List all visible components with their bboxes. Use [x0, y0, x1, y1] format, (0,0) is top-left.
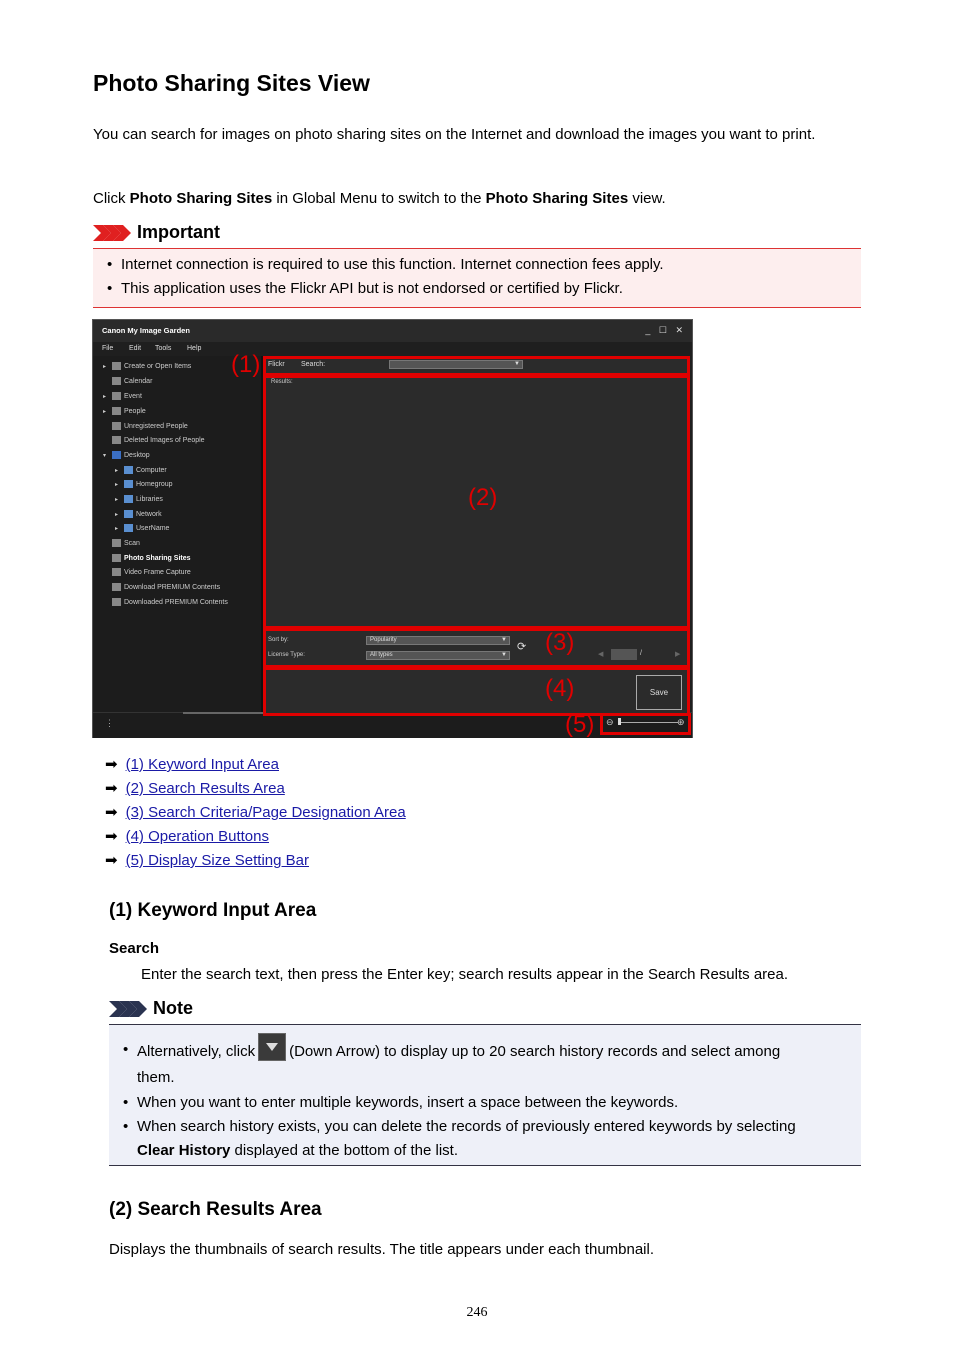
- important-heading: Important: [93, 222, 220, 243]
- callout-label-4: (4): [545, 675, 575, 702]
- sidebar-item-icon: [112, 392, 121, 400]
- sidebar-item-icon: [112, 583, 121, 591]
- link-keyword-input-area[interactable]: (1) Keyword Input Area: [125, 756, 279, 773]
- search-description: Enter the search text, then press the Enter key; search results appear in the Search Results area.: [141, 966, 789, 983]
- arrow-right-icon: ➡: [105, 780, 118, 797]
- sidebar-item-icon: [112, 362, 121, 370]
- sidebar-item[interactable]: [103, 539, 140, 547]
- zoom-in-icon[interactable]: ⊕: [677, 717, 685, 727]
- intro-text: You can search for images on photo sharing sites on the Internet and download the images you want to print.: [93, 126, 816, 143]
- expand-icon[interactable]: ▸: [115, 467, 119, 474]
- callout-box-3: [263, 628, 690, 668]
- sidebar-item-label: Create or Open Items: [124, 362, 192, 370]
- sidebar-item-label: Download PREMIUM Contents: [124, 583, 221, 591]
- app-sidebar: [93, 356, 261, 716]
- sidebar-item-icon: [112, 436, 121, 444]
- callout-label-5: (5): [565, 711, 595, 738]
- sidebar-item-label: Libraries: [136, 495, 163, 503]
- note-item: • When you want to enter multiple keywords, insert a space between the keywords.: [123, 1091, 853, 1115]
- sidebar-item-label: Desktop: [124, 451, 150, 459]
- window-controls[interactable]: _ ☐ ✕: [645, 325, 686, 335]
- expand-icon[interactable]: ▾: [103, 452, 107, 459]
- app-window-screenshot: [92, 319, 693, 738]
- license-type-select[interactable]: All types ▼: [366, 651, 510, 660]
- sidebar-item-icon: [112, 568, 121, 576]
- menu-file[interactable]: File: [102, 345, 114, 352]
- sidebar-item-icon: [112, 377, 121, 385]
- note-box: [109, 1024, 861, 1166]
- arrow-right-icon: ➡: [105, 828, 118, 845]
- sidebar-item[interactable]: [103, 362, 191, 370]
- arrow-right-icon: ➡: [105, 804, 118, 821]
- sidebar-item-icon: [124, 480, 133, 488]
- chevron-down-icon: ▼: [501, 652, 507, 658]
- expand-icon[interactable]: ▸: [115, 525, 119, 532]
- link-display-size-bar[interactable]: (5) Display Size Setting Bar: [125, 852, 309, 869]
- important-item: • Internet connection is required to use this function. Internet connection fees apply.: [107, 253, 847, 277]
- arrow-right-icon: ➡: [105, 852, 118, 869]
- page-title: Photo Sharing Sites View: [93, 70, 370, 96]
- down-arrow-icon: [258, 1033, 286, 1061]
- sidebar-item[interactable]: [103, 392, 142, 400]
- expand-icon[interactable]: ▸: [103, 408, 107, 415]
- sidebar-item[interactable]: [115, 495, 163, 503]
- chevron-down-icon: ▼: [501, 637, 507, 643]
- app-titlebar: Canon My Image Garden _ ☐ ✕: [93, 320, 692, 342]
- sidebar-item-label: Scan: [124, 539, 140, 547]
- link-operation-buttons[interactable]: (4) Operation Buttons: [125, 828, 269, 845]
- menu-help[interactable]: Help: [187, 345, 202, 352]
- size-slider-handle[interactable]: [618, 718, 621, 725]
- sidebar-item[interactable]: [103, 598, 228, 606]
- note-item: • Alternatively, click (Down Arrow) to display up to 20 search history records and select among them.: [123, 1038, 853, 1090]
- sidebar-item[interactable]: [103, 451, 150, 459]
- sidebar-item-label: Unregistered People: [124, 422, 188, 430]
- page-separator: /: [640, 650, 642, 657]
- sort-by-select[interactable]: Popularity ▼: [366, 636, 510, 645]
- note-icon: [109, 1001, 147, 1017]
- sidebar-item-icon: [124, 524, 133, 532]
- section-links: [105, 753, 406, 873]
- sidebar-item[interactable]: [103, 568, 191, 576]
- link-search-results-area[interactable]: (2) Search Results Area: [125, 780, 285, 797]
- sidebar-item-icon: [124, 466, 133, 474]
- important-item: • This application uses the Flickr API but is not endorsed or certified by Flickr.: [107, 277, 847, 301]
- expand-icon[interactable]: ▸: [115, 511, 119, 518]
- section1-heading: (1) Keyword Input Area: [109, 900, 317, 921]
- menu-tools[interactable]: Tools: [155, 345, 172, 352]
- section2-heading: (2) Search Results Area: [109, 1199, 322, 1220]
- next-page-icon[interactable]: ▶: [675, 651, 681, 658]
- sidebar-item-label: People: [124, 407, 146, 415]
- sidebar-item-icon: [124, 495, 133, 503]
- license-type-label: License Type:: [268, 652, 305, 658]
- expand-icon[interactable]: ▸: [103, 393, 107, 400]
- sidebar-item-label: Event: [124, 392, 142, 400]
- section2-description: Displays the thumbnails of search results. The title appears under each thumbnail.: [109, 1241, 655, 1258]
- sidebar-item-label: UserName: [136, 524, 170, 532]
- chevron-down-icon[interactable]: ▼: [514, 361, 520, 367]
- note-item: • When search history exists, you can delete the records of previously entered keywords by selecting Clear History displayed at the bottom of the list.: [123, 1115, 853, 1163]
- sidebar-item-label: Network: [136, 510, 162, 518]
- callout-label-2: (2): [468, 484, 498, 511]
- sidebar-item-label: Calendar: [124, 377, 153, 385]
- note-heading: Note: [109, 998, 193, 1019]
- results-label: Results:: [271, 379, 293, 385]
- sidebar-item[interactable]: [103, 436, 205, 444]
- sidebar-item-icon: [124, 510, 133, 518]
- sort-by-label: Sort by:: [268, 637, 289, 643]
- important-icon: [93, 225, 131, 241]
- sidebar-item-icon: [112, 451, 121, 459]
- refresh-icon[interactable]: ⟳: [517, 641, 527, 653]
- sidebar-item-icon: [112, 407, 121, 415]
- callout-label-1: (1): [231, 351, 261, 378]
- sidebar-item[interactable]: [103, 583, 220, 591]
- search-label: Search:: [301, 361, 326, 368]
- sidebar-item[interactable]: [103, 554, 191, 562]
- sidebar-item-label: Deleted Images of People: [124, 436, 205, 444]
- sidebar-item-label: Homegroup: [136, 480, 173, 488]
- sidebar-item[interactable]: [115, 480, 173, 488]
- sidebar-item[interactable]: [103, 407, 146, 415]
- expand-icon[interactable]: ▸: [103, 363, 107, 370]
- callout-box-4: [263, 667, 690, 716]
- search-input[interactable]: [389, 360, 523, 369]
- sidebar-item[interactable]: [103, 422, 188, 430]
- sidebar-item-label: Computer: [136, 466, 167, 474]
- callout-label-3: (3): [545, 629, 575, 656]
- important-box: [93, 248, 861, 308]
- sidebar-item-icon: [112, 554, 121, 562]
- click-instruction: Click Photo Sharing Sites in Global Menu to switch to the Photo Sharing Sites view.: [93, 190, 666, 207]
- flickr-label: Flickr: [268, 361, 285, 368]
- size-slider-track[interactable]: [618, 722, 678, 723]
- arrow-right-icon: ➡: [105, 756, 118, 773]
- menu-edit[interactable]: Edit: [129, 345, 142, 352]
- prev-page-icon[interactable]: ◀: [598, 651, 604, 658]
- sidebar-item-label: Downloaded PREMIUM Contents: [124, 598, 228, 606]
- sidebar-item[interactable]: [115, 466, 167, 474]
- zoom-out-icon[interactable]: ⊖: [606, 717, 614, 727]
- app-menubar: [93, 342, 692, 356]
- sidebar-item-label: Photo Sharing Sites: [124, 554, 191, 562]
- save-button[interactable]: Save: [636, 675, 682, 710]
- sidebar-item-icon: [112, 539, 121, 547]
- expand-icon[interactable]: ▸: [115, 496, 119, 503]
- page-number-input[interactable]: [611, 649, 637, 660]
- sidebar-item-icon: [112, 598, 121, 606]
- sidebar-item[interactable]: [115, 524, 169, 532]
- search-subheading: Search: [109, 940, 160, 957]
- page-number: 246: [466, 1305, 488, 1320]
- sidebar-item[interactable]: [103, 377, 152, 385]
- sidebar-item-icon: [112, 422, 121, 430]
- sidebar-item[interactable]: [115, 510, 162, 518]
- expand-icon[interactable]: ▸: [115, 481, 119, 488]
- more-icon[interactable]: ⋮: [105, 718, 114, 728]
- sidebar-item-label: Video Frame Capture: [124, 568, 191, 576]
- link-search-criteria-area[interactable]: (3) Search Criteria/Page Designation Area: [125, 804, 406, 821]
